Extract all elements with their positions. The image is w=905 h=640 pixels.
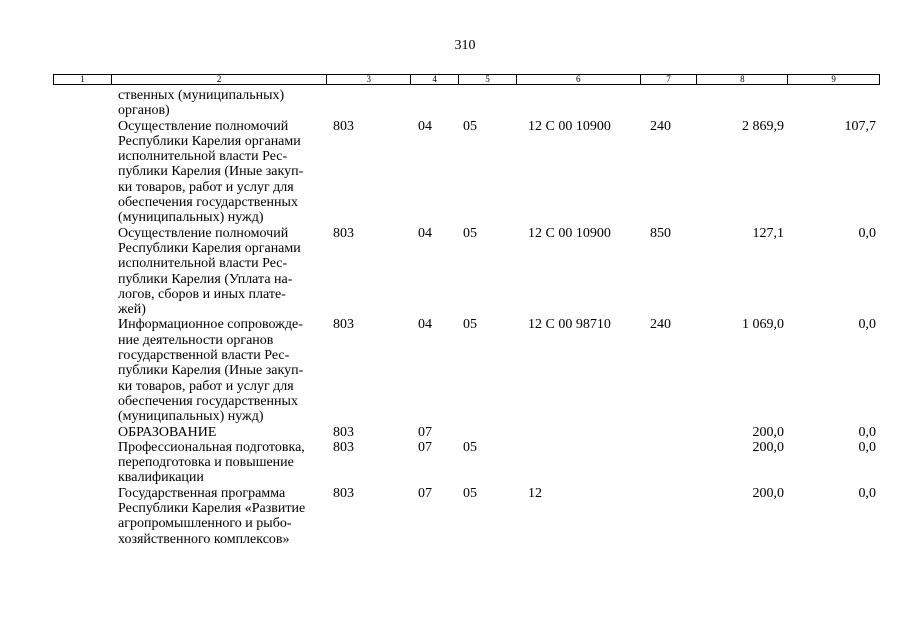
description-line: Профессиональная подготовка, [118,439,305,455]
section-cell: 07 [418,485,432,501]
amount-second-cell: 0,0 [858,439,876,455]
description-cell [118,425,328,440]
table-row [0,486,905,547]
description-line: агропромышленного и рыбо- [118,516,292,532]
subsection-cell: 05 [463,439,477,455]
description-line: исполнительной власти Рес- [118,149,288,165]
target-article-cell: 12 [528,485,542,501]
section-cell: 04 [418,118,432,134]
description-line: Осуществление полномочий [118,118,289,134]
description-line: публики Карелия (Уплата на- [118,271,293,287]
description-line: ние деятельности органов [118,332,274,348]
table-header-row [53,74,880,85]
ledger-code-cell: 803 [333,118,354,134]
header-col-5: 5 [459,75,517,84]
header-col-1: 1 [54,75,112,84]
ledger-code-cell: 803 [333,424,354,440]
target-article-cell: 12 С 00 10900 [528,225,611,241]
description-cell [118,88,328,119]
description-line: Осуществление полномочий [118,225,289,241]
description-line: логов, сборов и иных плате- [118,286,286,302]
subsection-cell: 05 [463,485,477,501]
header-col-6: 6 [517,75,641,84]
description-line: обеспечения государственных [118,393,298,409]
header-col-9: 9 [831,74,836,84]
subsection-cell: 05 [463,317,477,333]
description-line: (муниципальных) нужд) [118,409,264,425]
amount-cell: 127,1 [752,225,784,241]
description-line: государственной власти Рес- [118,348,290,364]
section-cell: 04 [418,225,432,241]
description-line: (муниципальных) нужд) [118,210,264,226]
expense-type-cell: 850 [650,225,671,241]
description-line: хозяйственного комплексов» [118,531,290,547]
description-line: Республики Карелия «Развитие [118,501,306,517]
header-col-4: 4 [411,75,459,84]
table-row [0,88,905,119]
target-article-cell: 12 С 00 98710 [528,317,611,333]
amount-cell: 2 869,9 [742,118,784,134]
description-line: квалификации [118,470,204,486]
ledger-code-cell: 803 [333,439,354,455]
description-line: Республики Карелия органами [118,133,301,149]
amount-cell: 200,0 [752,439,784,455]
expense-type-cell: 240 [650,118,671,134]
description-line: Информационное сопровожде- [118,317,303,333]
section-cell: 04 [418,317,432,333]
ledger-code-cell: 803 [333,485,354,501]
description-line: публики Карелия (Иные закуп- [118,164,304,180]
amount-cell: 200,0 [752,485,784,501]
amount-cell: 200,0 [752,424,784,440]
description-line: Республики Карелия органами [118,240,301,256]
table-row [0,425,905,440]
subsection-cell: 05 [463,225,477,241]
description-line: публики Карелия (Иные закуп- [118,363,304,379]
table-row [0,119,905,226]
subsection-cell: 05 [463,118,477,134]
ledger-code-cell: 803 [333,225,354,241]
description-line: ки товаров, работ и услуг для [118,179,294,195]
description-line: Государственная программа [118,485,286,501]
header-col-3: 3 [327,75,411,84]
amount-second-cell: 0,0 [858,317,876,333]
description-cell [118,317,328,424]
header-col-8: 8 [697,75,788,84]
amount-second-cell: 0,0 [858,424,876,440]
table-body [0,88,905,547]
table-row [0,226,905,318]
amount-second-cell: 0,0 [858,485,876,501]
description-cell [118,440,328,486]
description-cell [118,119,328,226]
target-article-cell: 12 С 00 10900 [528,118,611,134]
description-line: ственных (муниципальных) [118,88,285,103]
amount-cell: 1 069,0 [742,317,784,333]
expense-type-cell: 240 [650,317,671,333]
table-row [0,317,905,424]
page-number: 310 [454,38,476,53]
description-line: исполнительной власти Рес- [118,256,288,272]
description-line: органов) [118,103,170,119]
header-col-7: 7 [641,75,698,84]
amount-second-cell: 0,0 [858,225,876,241]
description-cell [118,486,328,547]
description-line: жей) [118,302,146,318]
table-row [0,440,905,486]
section-cell: 07 [418,439,432,455]
description-line: ОБРАЗОВАНИЕ [118,424,217,440]
description-line: переподготовка и повышение [118,455,294,471]
header-col-2: 2 [112,75,327,84]
amount-second-cell: 107,7 [844,118,876,134]
section-cell: 07 [418,424,432,440]
description-cell [118,226,328,318]
description-line: обеспечения государственных [118,195,298,211]
ledger-code-cell: 803 [333,317,354,333]
description-line: ки товаров, работ и услуг для [118,378,294,394]
